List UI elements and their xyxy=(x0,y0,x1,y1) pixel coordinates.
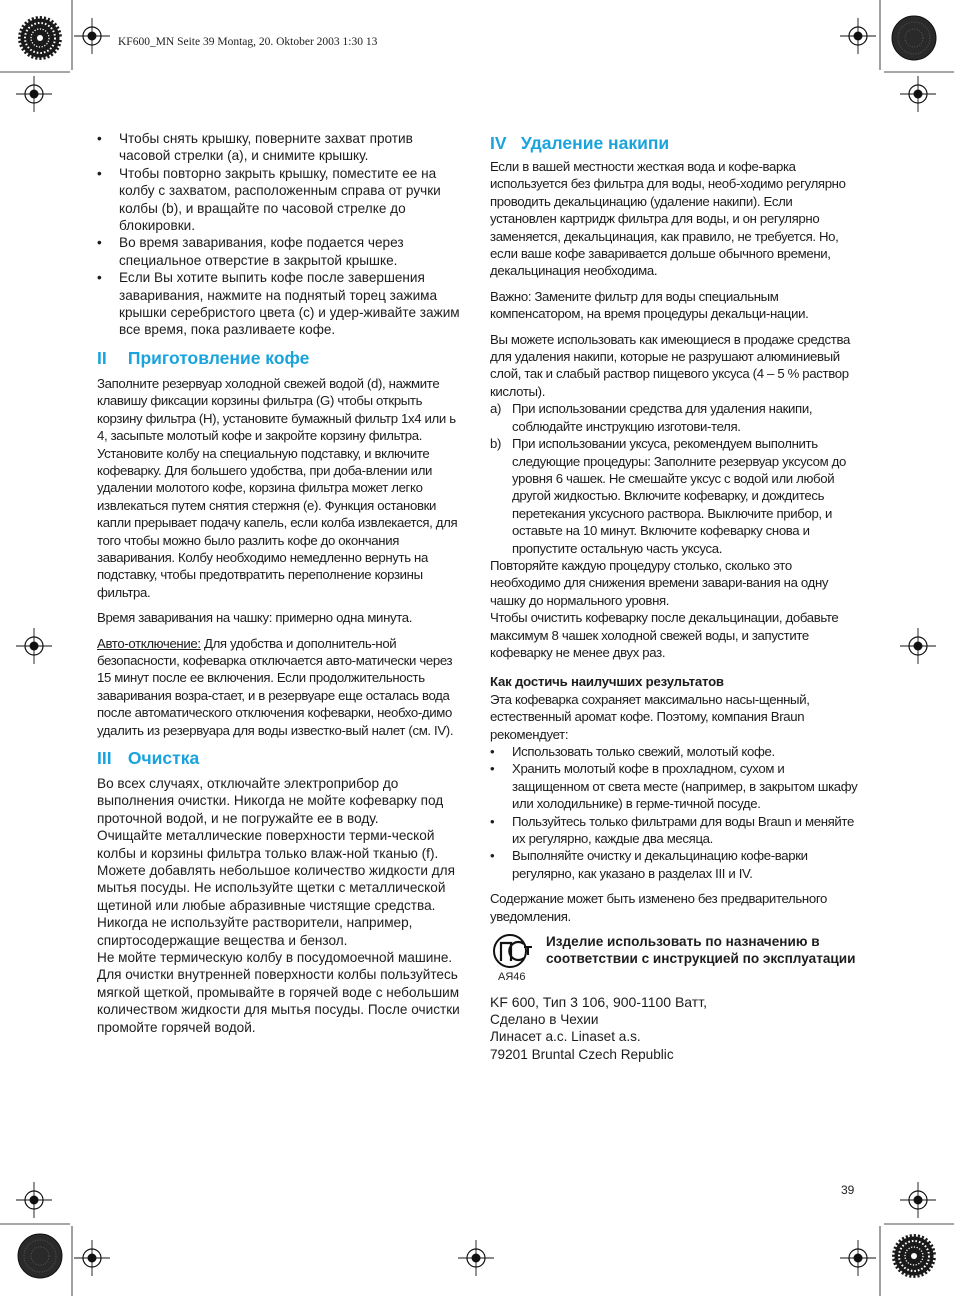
list-item: • Если Вы хотите выпить кофе после завершения заваривания, нажмите на поднятый торец зажима крышки серебристого цвета (c) и удер-живайте зажим все время, пока разливаете кофе. xyxy=(97,269,467,339)
gost-mark-icon xyxy=(490,933,536,973)
list-item: • Хранить молотый кофе в прохладном, сухом и защищенном от света месте (например, в закрытом шкафу или холодильнике) в герме-тичной посуде. xyxy=(490,760,862,812)
certification-code: АЯ46 xyxy=(498,971,526,984)
descaling-paragraph: Чтобы очистить кофеварку после декальцинации, добавьте максимум 8 чашек холодной свежей воды, и запустите кофеварку не менее двух раз. xyxy=(490,610,839,660)
spec-made-in: Сделано в Чехии xyxy=(490,1012,599,1028)
descaling-paragraph: Повторяйте каждую процедуру столько, сколько это необходимо для снижения времени завари-вания на одну чашку до нормального уровня. xyxy=(490,557,829,608)
descaling-steps-list xyxy=(490,400,862,557)
list-item: • Использовать только свежий, молотый кофе. xyxy=(490,743,862,760)
auto-off-paragraph xyxy=(97,635,467,739)
section-heading-descaling xyxy=(490,132,862,154)
list-item: • Пользуйтесь только фильтрами для воды Braun и меняйте их регулярно, каждые два месяца. xyxy=(490,813,862,848)
brewing-paragraph: Заполните резервуар холодной свежей водой (d), нажмите клавишу фиксации корзины фильтра (G) чтобы открыть корзину фильтра (H), установите бумажный фильтр 1x4 или ь 4, засыпьте молотый кофе и закройте корзину фильтра. Установите колбу на специальную подставку, и включите кофеварку. Для большего удобства, при доба-влении или удалении молотого кофе, корзина фильтра может легко извлекаться путем снятия стержня (e). Функция остановки капли прерывает подачу капель, если колба извлекается, для того чтобы можно было разлить кофе до окончания заваривания. Колбу необходимо немедленно вернуть на подставку, чтобы предотвратить переполнение корзины фильтра. xyxy=(97,375,458,600)
print-header: KF600_MN Seite 39 Montag, 20. Oktober 2003 1:30 13 xyxy=(118,36,378,48)
lid-instructions-list xyxy=(97,130,467,339)
auto-off-label: Авто-отключение: xyxy=(97,635,201,651)
list-item-text: При использовании уксуса, рекомендуем выполнить следующие процедуры: Заполните резервуар уксусом до уровня 6 чашек. Не смешайте уксус с водой или любой другой жидкостью. Включите кофеварку, и дождитесь перетекания уксусного раствора. Выключите прибор, и оставьте на 10 минут. Включите кофеварку снова и пропустите остальную часть уксуса. xyxy=(512,436,846,556)
spec-model: KF 600, Тип 3 106, 900-1100 Ватт, xyxy=(490,994,707,1011)
list-item xyxy=(490,435,862,557)
cleaning-paragraph: Очищайте металлические поверхности терми-ческой колбы и корзины фильтра только влаж-ной тканью (f). Можете добавлять небольшое количество жидкости для мытья посуды. Не используйте щетки с металлической щетиной или любые абразивные чистящие средства. Никогда не используйте растворители, например, спиртосодержащие вещества и бензол. xyxy=(97,828,455,948)
list-item: • Во время заваривания, кофе подается через специальное отверстие в закрытой крышке. xyxy=(97,234,467,269)
list-item: • Чтобы снять крышку, поверните захват против часовой стрелки (a), и снимите крышку. xyxy=(97,130,467,165)
section-number: IV xyxy=(490,133,507,153)
descaling-paragraph: Если в вашей местности жесткая вода и кофе-варка используется без фильтра для воды, необ-ходимо регулярно проводить декальцинацию (удаление накипи). Если установлен картридж фильтра для воды, и он регулярно заменяется, декальцинация, как правило, не требуется. Но, если ваше кофе заваривается дольше обычного времени, декальцинация необходима. xyxy=(490,159,846,279)
section-heading-cleaning xyxy=(97,747,467,769)
brewing-time-paragraph: Время заваривания на чашку: примерно одна минута. xyxy=(97,610,413,626)
list-item xyxy=(490,400,862,435)
section-number: III xyxy=(97,748,112,768)
page-number: 39 xyxy=(841,1183,855,1197)
section-heading-brewing xyxy=(97,347,467,369)
change-notice: Содержание может быть изменено без предварительного уведомления. xyxy=(490,891,827,924)
descaling-paragraph: Важно: Замените фильтр для воды специальным компенсатором, на время процедуры декальци-нации. xyxy=(490,288,809,322)
cleaning-paragraph: Не мойте термическую колбу в посудомоечной машине. Для очистки внутренней поверхности колбы пользуйтесь мягкой щеткой, промывайте в горячей воде с небольшим количеством жидкости для мытья посуды. После очистки промойте горячей водой. xyxy=(97,950,460,1035)
descaling-paragraph: Вы можете использовать как имеющиеся в продаже средства для удаления накипи, которые не разрушают алюминиевый слой, так и слабый раствор пищевого уксуса (4 – 5 % раствор кислоты). xyxy=(490,331,850,399)
certification-block xyxy=(490,933,862,985)
list-item: • Выполняйте очистку и декальцинацию кофе-варки регулярно, как указано в разделах III и IV. xyxy=(490,847,862,882)
spec-manufacturer: Линасет а.с. Linaset a.s. xyxy=(490,1029,641,1045)
list-marker: a) xyxy=(490,401,502,417)
auto-off-text: Для удобства и дополнитель-ной безопасности, кофеварка отключается авто-матически через 15 минут после ее включения. Если продолжительность заваривания возра-стает, и в резервуаре еще осталась вода после автоматического отключения кофеварки, необхо-димо удалить из резервуара для воды известко-вый налет (см. IV). xyxy=(97,635,454,738)
list-item: • Чтобы повторно закрыть крышку, поместите ее на колбу с захватом, расположенным справа от ручки колбы (b), и вращайте по часовой стрелке до блокировки. xyxy=(97,165,467,235)
section-title: Очистка xyxy=(127,748,200,768)
section-number: II xyxy=(97,347,107,368)
best-results-intro: Эта кофеварка сохраняет максимально насы-щенный, естественный аромат кофе. Поэтому, компания Braun рекомендует: xyxy=(490,691,810,742)
section-title: Приготовление кофе xyxy=(127,347,310,368)
certification-logo xyxy=(490,933,536,985)
spec-address: 79201 Bruntal Czech Republic xyxy=(490,1046,674,1062)
best-results-heading: Как достичь наилучших результатов xyxy=(490,674,724,690)
left-column xyxy=(97,130,467,1036)
list-item-text: При использовании средства для удаления накипи, соблюдайте инструкцию изготови-теля. xyxy=(512,401,813,434)
best-results-list xyxy=(490,743,862,882)
certification-text: Изделие использовать по назначению в соответствии с инструкцией по эксплуатации xyxy=(546,934,856,967)
section-title: Удаление накипи xyxy=(520,133,670,153)
cleaning-paragraph: Во всех случаях, отключайте электроприбор до выполнения очистки. Никогда не мойте кофеварку под проточной водой, и не погружайте ее в воду. xyxy=(97,776,444,826)
right-column xyxy=(490,130,862,1063)
list-marker: b) xyxy=(490,436,502,452)
